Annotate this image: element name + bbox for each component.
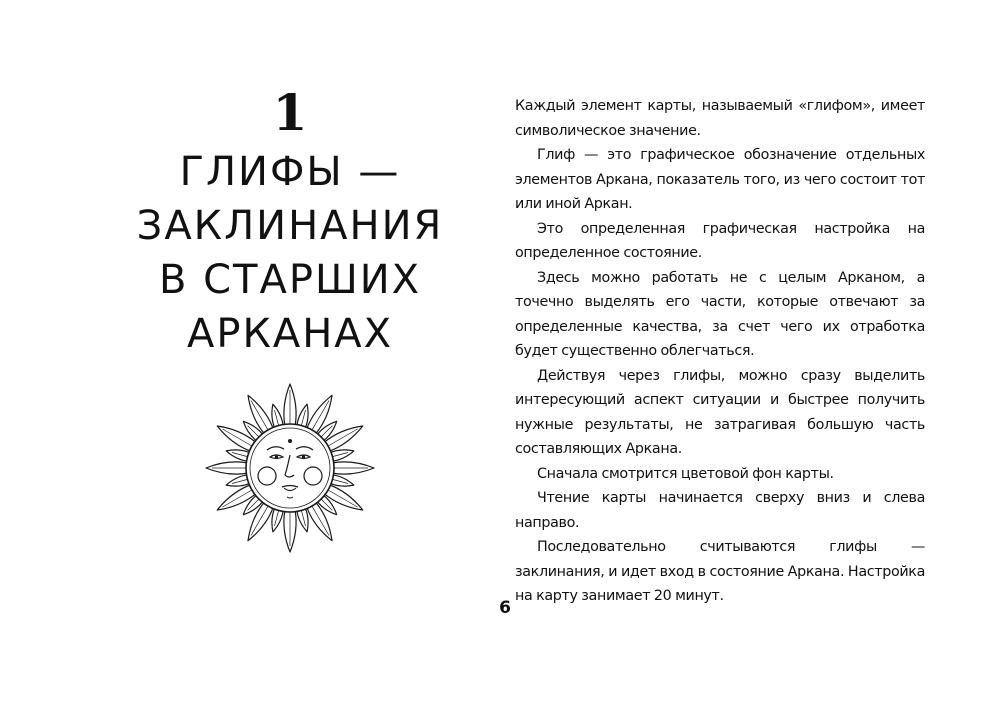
chapter-title-line: ЗАКЛИНАНИЯ (136, 203, 444, 249)
paragraph: Последовательно считываются глифы — заклинания, и идет вход в состояние Аркана. Настройка на карту занимает 20 минут. (515, 539, 925, 604)
body-text (515, 94, 925, 609)
paragraph: Каждый элемент карты, называемый «глифом», имеет символическое значение. (515, 98, 925, 139)
paragraph: Действуя через глифы, можно сразу выделить интересующий аспект ситуации и быстрее получить нужные результаты, не затрагивая большую часть составляющих Аркана. (515, 367, 925, 457)
paragraph: Это определенная графическая настройка на определенное состояние. (515, 220, 925, 261)
paragraph: Сначала смотрится цветовой фон карты. (537, 465, 834, 482)
paragraph: Здесь можно работать не с целым Арканом, а точечно выделять его части, которые отвечают за определенные качества, за счет чего их отработка будет существенно облегчаться. (515, 269, 925, 359)
paragraph: Глиф — это графическое обозначение отдельных элементов Аркана, показатель того, из чего состоит тот или иной Аркан. (515, 147, 925, 212)
chapter-title-line: В СТАРШИХ (158, 257, 422, 303)
chapter-title (120, 145, 460, 361)
paragraph: Чтение карты начинается сверху вниз и слева направо. (515, 490, 925, 531)
page-number: 6 (499, 598, 511, 618)
chapter-heading (120, 82, 460, 361)
chapter-title-line: ГЛИФЫ — (179, 149, 401, 195)
sun-face-icon (205, 383, 375, 553)
chapter-title-line: АРКАНАХ (186, 311, 394, 357)
chapter-number: 1 (272, 83, 308, 142)
